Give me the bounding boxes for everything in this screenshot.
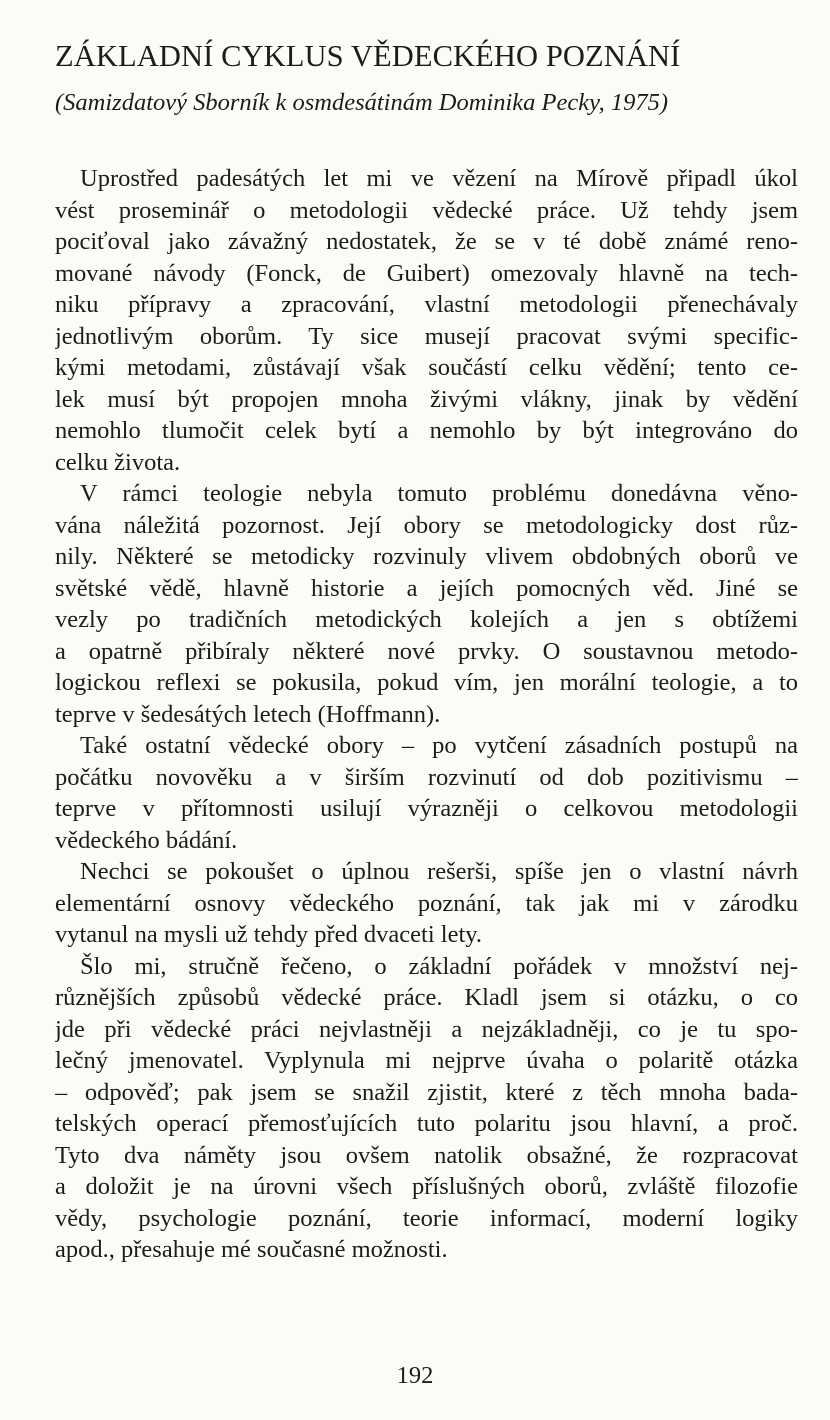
text-line: nemohlo tlumočit celek bytí a nemohlo by být integrováno do (55, 417, 798, 444)
text-line: mované návody (Fonck, de Guibert) omezovaly hlavně na tech- (55, 259, 798, 287)
text-line: vezly po tradičních metodických kolejích a jen s obtížemi (55, 606, 798, 633)
paragraph-2 (55, 478, 798, 730)
text-line: teprve v šedesátých letech (Hoffmann). (55, 700, 441, 728)
text-line: počátku novověku a v širším rozvinutí od dob pozitivismu – (55, 763, 798, 791)
text-line: – odpověď; pak jsem se snažil zjistit, které z těch mnoha bada- (55, 1078, 798, 1106)
paragraph-4 (55, 856, 798, 951)
paragraph-5 (55, 951, 798, 1266)
text-line: jednotlivým oborům. Ty sice musejí pracovat svými specific- (55, 322, 798, 350)
text-line: Nechci se pokoušet o úplnou rešerši, spíše jen o vlastní návrh (80, 858, 798, 885)
text-line: pociťoval jako závažný nedostatek, že se v té době známé reno- (55, 228, 798, 255)
text-line: vědeckého bádání. (55, 826, 238, 854)
text-line: lečný jmenovatel. Vyplynula mi nejprve úvaha o polaritě otázka (55, 1047, 798, 1074)
text-line: Šlo mi, stručně řečeno, o základní pořádek v množství nej- (80, 952, 798, 980)
text-line: a doložit je na úrovni všech příslušných oborů, zvláště filozofie (55, 1173, 798, 1200)
text-line: různějších způsobů vědecké práce. Kladl jsem si otázku, o co (55, 984, 798, 1011)
text-line: jde při vědecké práci nejvlastněji a nejzákladněji, co je tu spo- (55, 1015, 798, 1043)
text-line: a opatrně přibíraly některé nové prvky. O soustavnou metodo- (55, 637, 798, 665)
text-line: vána náležitá pozornost. Její obory se metodologicky dost růz- (55, 511, 798, 539)
chapter-subtitle: (Samizdatový Sborník k osmdesátinám Dominika Pecky, 1975) (55, 89, 669, 116)
text-line: vědy, psychologie poznání, teorie informací, moderní logiky (55, 1204, 798, 1232)
text-line: elementární osnovy vědeckého poznání, tak jak mi v zárodku (55, 889, 798, 917)
text-line: kými metodami, zůstávají však součástí celku vědění; tento ce- (55, 354, 798, 381)
paragraph-1 (55, 163, 798, 478)
text-line: teprve v přítomnosti usilují výrazněji o celkovou metodologii (55, 795, 798, 822)
text-line: Také ostatní vědecké obory – po vytčení zásadních postupů na (80, 732, 798, 759)
body-text (55, 163, 798, 1266)
text-line: celku života. (55, 448, 181, 476)
chapter-title: ZÁKLADNÍ CYKLUS VĚDECKÉHO POZNÁNÍ (55, 39, 681, 73)
text-line: V rámci teologie nebyla tomuto problému donedávna věno- (80, 480, 798, 507)
text-line: Tyto dva náměty jsou ovšem natolik obsažné, že rozpracovat (55, 1141, 798, 1169)
text-line: apod., přesahuje mé současné možnosti. (55, 1236, 448, 1263)
text-line: nily. Některé se metodicky rozvinuly vlivem obdobných oborů ve (55, 543, 798, 570)
text-line: světské vědě, hlavně historie a jejích pomocných věd. Jiné se (55, 574, 798, 602)
paragraph-3 (55, 730, 798, 856)
text-line: lek musí být propojen mnoha živými vlákny, jinak by vědění (55, 385, 798, 413)
text-line: vést proseminář o metodologii vědecké práce. Už tehdy jsem (55, 196, 798, 224)
text-line: logickou reflexi se pokusila, pokud vím, jen morální teologie, a to (55, 669, 798, 696)
page-number: 192 (396, 1362, 434, 1389)
text-line: telských operací přemosťujících tuto polaritu jsou hlavní, a proč. (55, 1110, 798, 1137)
text-line: Uprostřed padesátých let mi ve vězení na Mírově připadl úkol (80, 165, 798, 192)
text-line: vytanul na mysli už tehdy před dvaceti lety. (55, 921, 483, 948)
text-line: niku přípravy a zpracování, vlastní metodologii přenechávaly (55, 291, 798, 318)
